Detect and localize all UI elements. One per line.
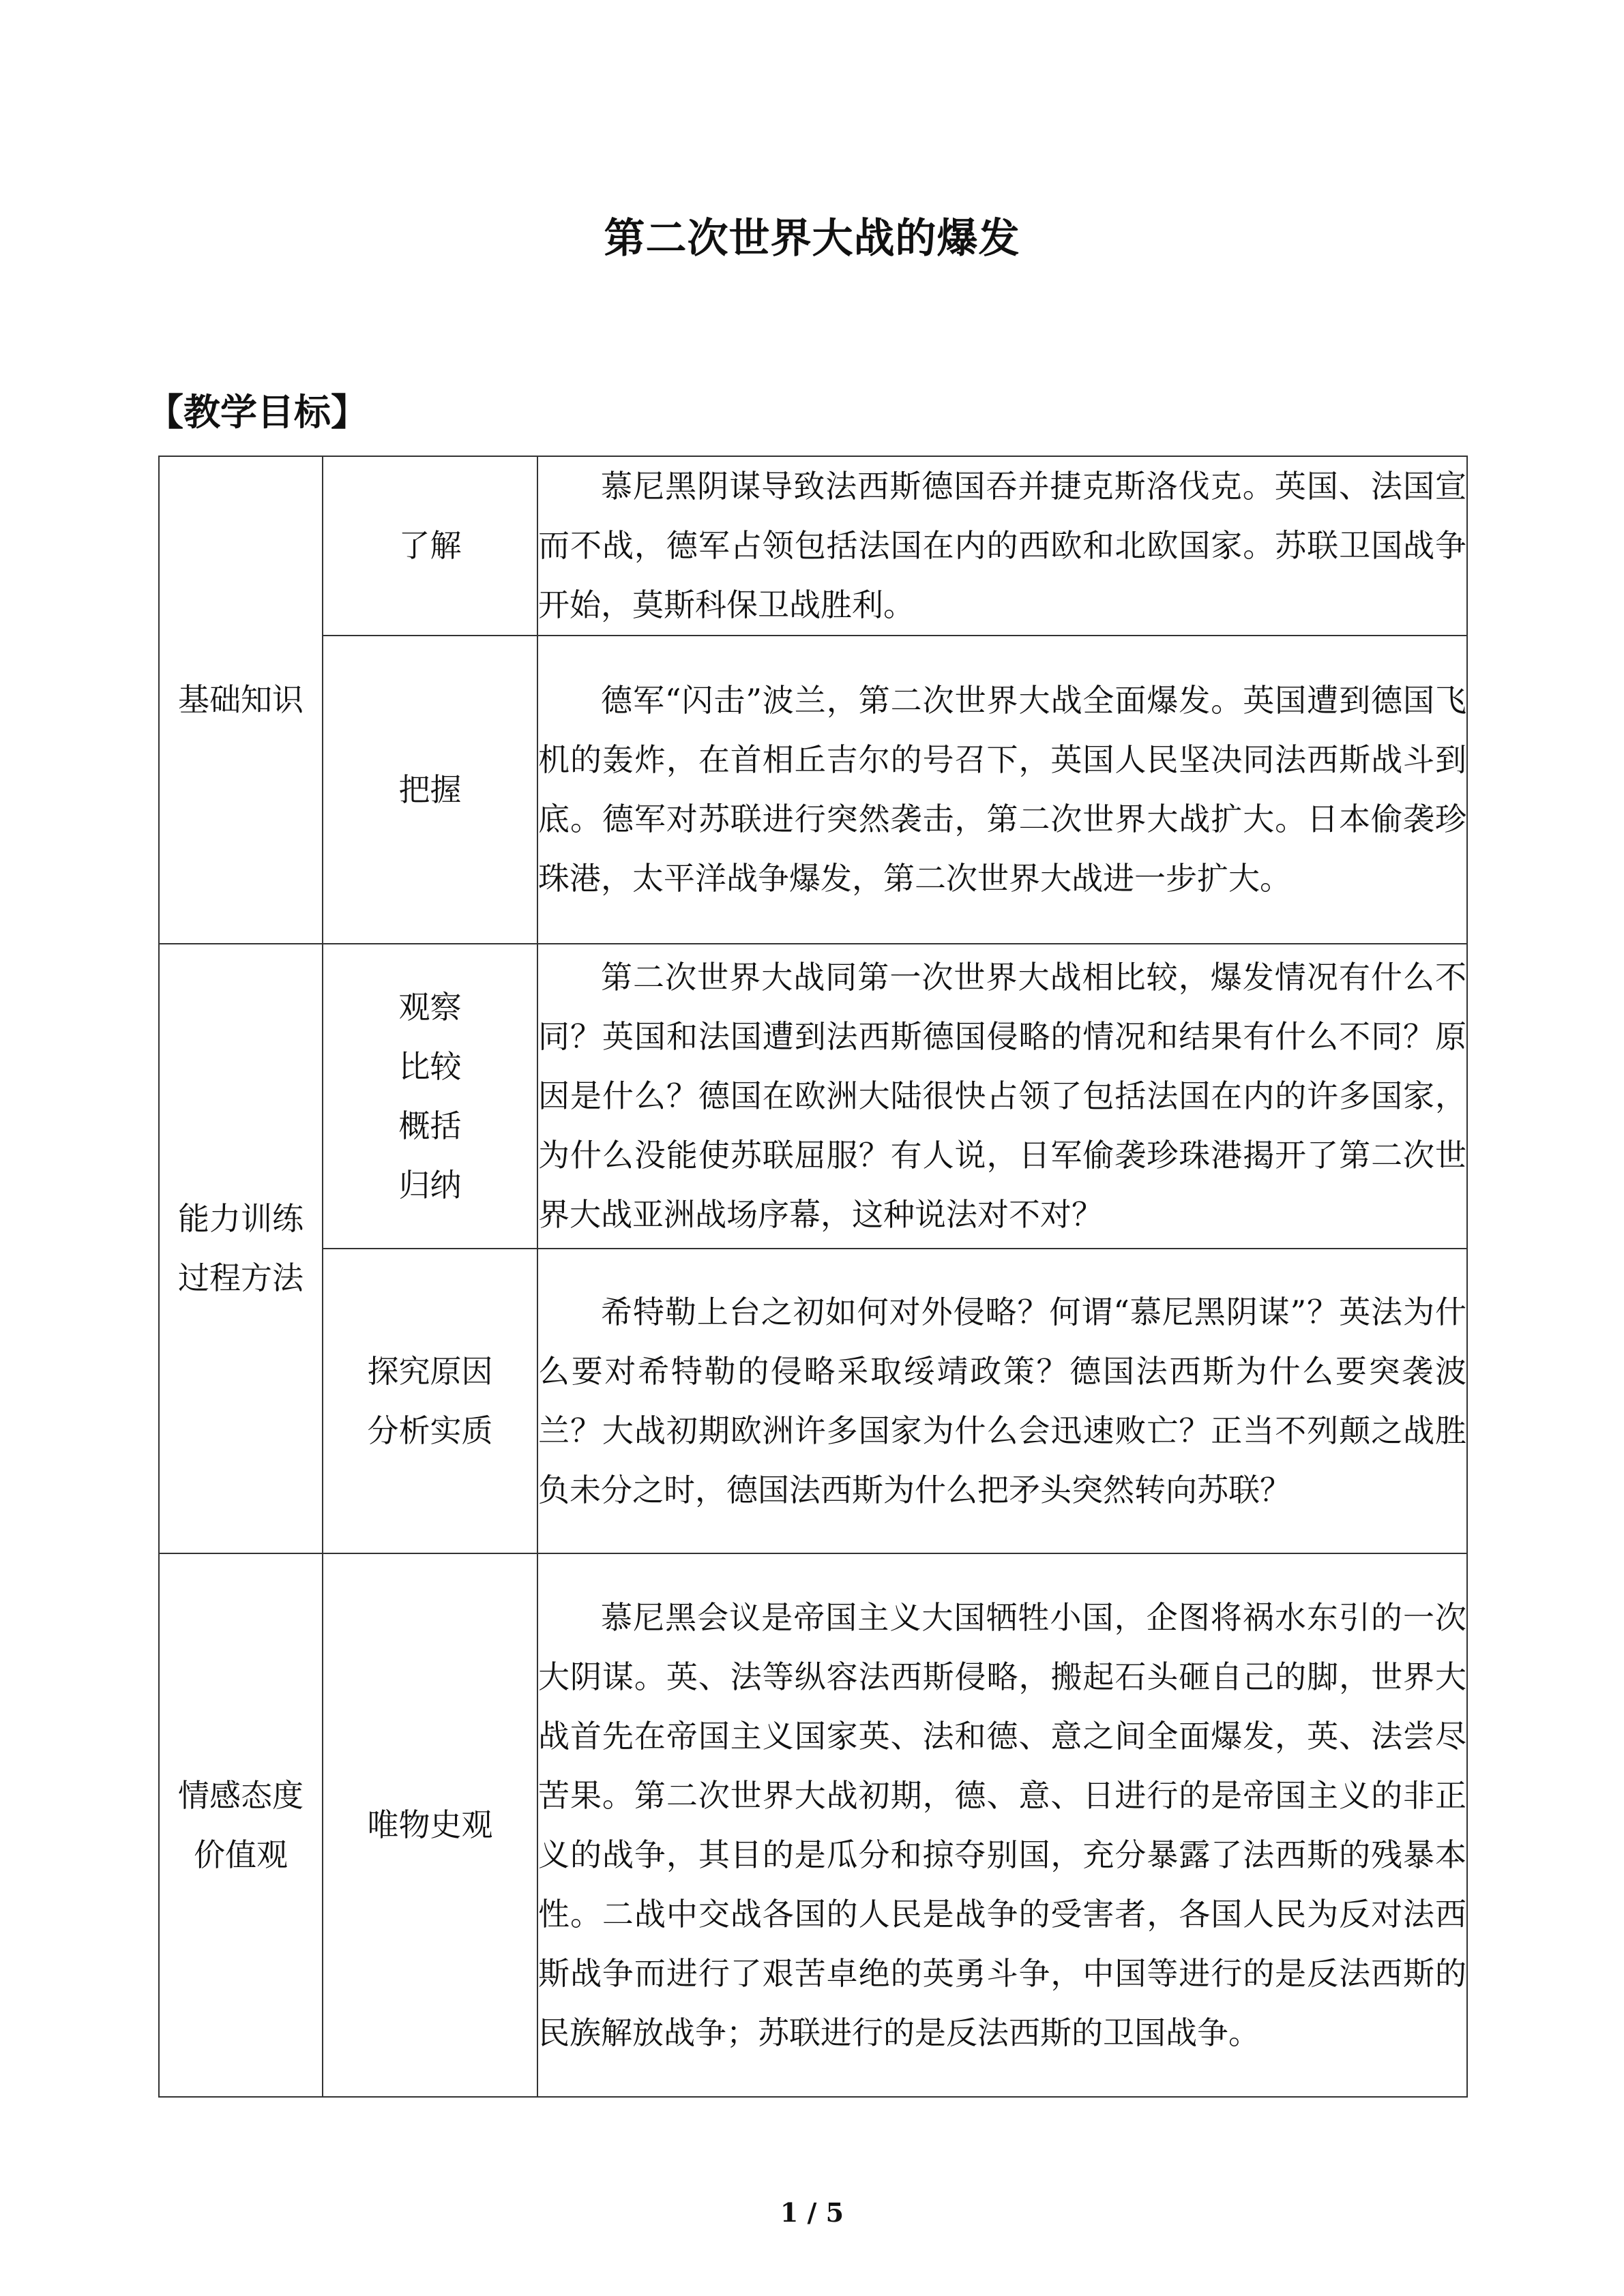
subcategory-cell bbox=[323, 636, 537, 944]
page-number: 1 / 5 bbox=[780, 2197, 844, 2228]
category-label: 过程方法 bbox=[178, 1259, 304, 1296]
category-label: 基础知识 bbox=[178, 681, 304, 718]
category-label: 情感态度 bbox=[178, 1776, 304, 1814]
subcategory-cell bbox=[323, 456, 537, 636]
subcategory-cell bbox=[323, 1553, 537, 2097]
category-cell bbox=[159, 944, 323, 1553]
description-cell: 希特勒上台之初如何对外侵略？何谓“慕尼黑阴谋”？英法为什么要对希特勒的侵略采取绥靖政策？德国法西斯为什么要突袭波兰？大战初期欧洲许多国家为什么会迅速败亡？正当不列颠之战胜负未分之时，德国法西斯为什么把矛头突然转向苏联？ bbox=[537, 1249, 1467, 1553]
table-row bbox=[159, 1249, 1467, 1553]
subcategory-label: 观察 bbox=[398, 988, 462, 1026]
teaching-goals-table bbox=[158, 456, 1468, 2098]
table-row bbox=[159, 944, 1467, 1249]
subcategory-cell bbox=[323, 944, 537, 1249]
description-cell: 慕尼黑会议是帝国主义大国牺牲小国，企图将祸水东引的一次大阴谋。英、法等纵容法西斯侵略，搬起石头砸自己的脚，世界大战首先在帝国主义国家英、法和德、意之间全面爆发，英、法尝尽苦果。第二次世界大战初期，德、意、日进行的是帝国主义的非正义的战争，其目的是瓜分和掠夺别国，充分暴露了法西斯的残暴本性。二战中交战各国的人民是战争的受害者，各国人民为反对法西斯战争而进行了艰苦卓绝的英勇斗争，中国等进行的是反法西斯的民族解放战争；苏联进行的是反法西斯的卫国战争。 bbox=[537, 1553, 1467, 2097]
subcategory-label: 唯物史观 bbox=[367, 1806, 493, 1843]
table-row bbox=[159, 636, 1467, 944]
document-title: 第二次世界大战的爆发 bbox=[604, 215, 1020, 263]
category-label: 能力训练 bbox=[178, 1200, 304, 1237]
subcategory-label: 分析实质 bbox=[367, 1412, 493, 1449]
subcategory-label: 探究原因 bbox=[367, 1352, 493, 1390]
category-cell bbox=[159, 456, 323, 944]
subcategory-label: 把握 bbox=[398, 771, 462, 808]
category-label: 价值观 bbox=[194, 1836, 288, 1873]
subcategory-label: 了解 bbox=[398, 527, 462, 564]
table-row bbox=[159, 456, 1467, 636]
description-cell: 第二次世界大战同第一次世界大战相比较，爆发情况有什么不同？英国和法国遭到法西斯德国侵略的情况和结果有什么不同？原因是什么？德国在欧洲大陆很快占领了包括法国在内的许多国家，为什么没能使苏联屈服？有人说，日军偷袭珍珠港揭开了第二次世界大战亚洲战场序幕，这种说法对不对？ bbox=[537, 944, 1467, 1249]
subcategory-cell bbox=[323, 1249, 537, 1553]
subcategory-label: 归纳 bbox=[398, 1166, 462, 1204]
table-row bbox=[159, 1553, 1467, 2097]
description-cell: 德军“闪击”波兰，第二次世界大战全面爆发。英国遭到德国飞机的轰炸，在首相丘吉尔的号召下，英国人民坚决同法西斯战斗到底。德军对苏联进行突然袭击，第二次世界大战扩大。日本偷袭珍珠港，太平洋战争爆发，第二次世界大战进一步扩大。 bbox=[537, 636, 1467, 944]
subcategory-label: 概括 bbox=[398, 1107, 462, 1144]
description-cell: 慕尼黑阴谋导致法西斯德国吞并捷克斯洛伐克。英国、法国宣而不战，德军占领包括法国在内的西欧和北欧国家。苏联卫国战争开始，莫斯科保卫战胜利。 bbox=[537, 456, 1467, 636]
subcategory-label: 比较 bbox=[398, 1047, 462, 1085]
category-cell bbox=[159, 1553, 323, 2097]
section-heading: 【教学目标】 bbox=[147, 391, 368, 434]
